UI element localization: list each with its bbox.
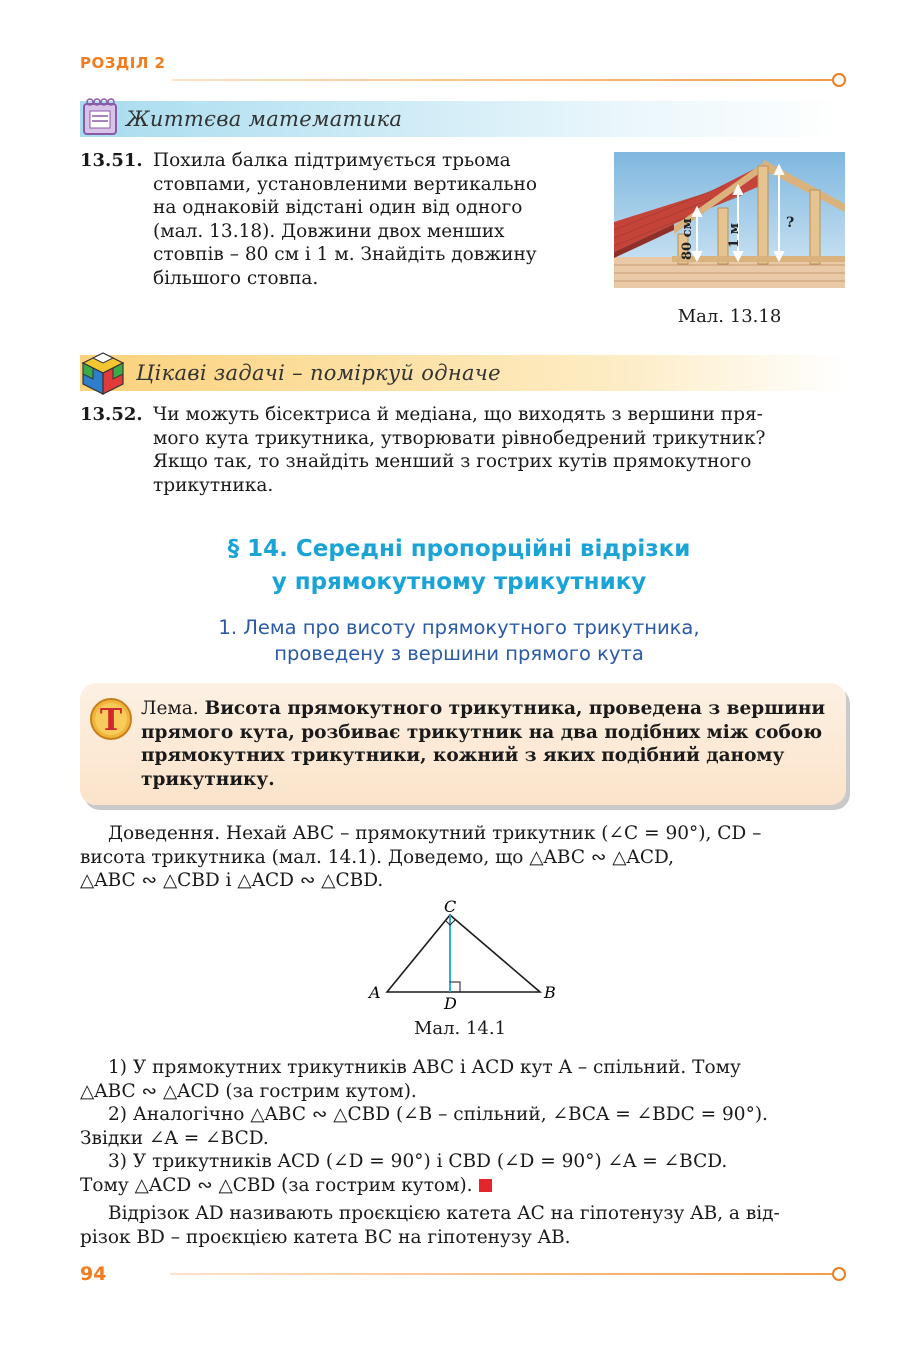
subsection-title — [0, 615, 918, 667]
paragraph-title-line: у прямокутному трикутнику — [271, 569, 647, 595]
text-line — [80, 1174, 845, 1198]
section-label: РОЗДІЛ 2 — [80, 54, 166, 72]
figure-14-1-caption: Мал. 14.1 — [413, 1018, 507, 1039]
page-number: 94 — [80, 1263, 107, 1285]
cube-icon — [80, 350, 126, 396]
triangle-figure — [360, 895, 560, 1017]
text-line: 2) Аналогічно △ABC ∾ △CBD (∠B – спільний, ∠BCA = ∠BDC = 90°). — [108, 1104, 768, 1125]
problem-13-51-number: 13.51. — [80, 150, 143, 171]
band-puzzles-title: Цікаві задачі – поміркуй одначе — [136, 361, 501, 385]
text-line: різок BD – проєкцією катета BC на гіпотенузу AB. — [80, 1226, 571, 1248]
lemma-statement-line: прямокутних трикутники, кожний з яких подібний даному — [141, 745, 785, 766]
text-line: Чи можуть бісектриса й медіана, що виходять з вершини пря- — [153, 404, 763, 425]
header-rule-end-icon — [832, 73, 846, 87]
proof-steps — [80, 1056, 845, 1197]
vertex-label-b: B — [544, 983, 556, 1002]
paragraph-title — [0, 533, 918, 599]
header-rule — [172, 79, 832, 81]
proof-intro — [80, 822, 845, 893]
text-line: на однаковій відстані один від одного — [153, 197, 523, 218]
paragraph-title-line: § 14. Середні пропорційні відрізки — [227, 536, 691, 562]
text-line: стовпами, установленими вертикально — [153, 173, 538, 195]
problem-13-51-text — [153, 149, 591, 290]
text-line: мого кута трикутника, утворювати рівнобедрений трикутник? — [153, 427, 766, 449]
text-line: △ABC ∾ △CBD і △ACD ∾ △CBD. — [80, 870, 384, 891]
footer-rule — [170, 1273, 832, 1275]
figure-13-18-caption: Мал. 13.18 — [677, 306, 782, 327]
text-line: Похила балка підтримується трьома — [153, 150, 511, 171]
text-line: трикутника. — [153, 474, 274, 496]
theorem-t-icon — [89, 697, 133, 741]
text-line: (мал. 13.18). Довжини двох менших — [153, 220, 505, 242]
label-question: ? — [786, 215, 795, 231]
definition-text — [80, 1202, 845, 1249]
text-line — [141, 768, 827, 792]
proof-last-line: Тому △ACD ∾ △CBD (за гострим кутом). — [80, 1174, 473, 1196]
label-80cm: 80 см — [680, 218, 695, 260]
end-of-proof-icon — [479, 1179, 492, 1192]
text-line: △ABC ∾ △ACD (за гострим кутом). — [80, 1080, 417, 1102]
svg-text:T: T — [99, 703, 123, 738]
text-line: Звідки ∠A = ∠BCD. — [80, 1127, 269, 1149]
text-line — [141, 721, 827, 745]
problem-13-52-text — [153, 403, 845, 497]
lemma-statement-line: Висота прямокутного трикутника, проведена з вершини — [204, 698, 826, 719]
text-line: більшого стовпа. — [153, 267, 319, 289]
text-line — [141, 744, 827, 768]
text-line: висота трикутника (мал. 14.1). Доведемо, що △ABC ∾ △ACD, — [80, 846, 675, 868]
roof-illustration — [614, 152, 845, 288]
subsection-title-line: 1. Лема про висоту прямокутного трикутника, — [218, 616, 700, 639]
lemma-statement-line: прямого кута, розбиває трикутник на два подібних між собою — [141, 721, 823, 743]
text-line: Якщо так, то знайдіть менший з гострих кутів прямокутного — [153, 451, 752, 472]
text-line: 3) У трикутників ACD (∠D = 90°) і CBD (∠D = 90°) ∠A = ∠BCD. — [108, 1151, 728, 1172]
band-puzzles — [80, 355, 845, 391]
band-life-math — [80, 101, 845, 137]
vertex-label-a: A — [369, 983, 381, 1002]
text-line: Відрізок AD називають проєкцією катета AC на гіпотенузу AB, а від- — [108, 1203, 780, 1224]
lemma-label: Лема. — [141, 698, 199, 719]
text-line — [141, 697, 827, 721]
footer-rule-end-icon — [832, 1267, 846, 1281]
band-life-math-title: Життєва математика — [126, 107, 403, 131]
vertex-label-d: D — [444, 994, 457, 1013]
lemma-text — [141, 697, 827, 791]
vertex-label-c: C — [444, 897, 457, 916]
subsection-title-line: проведену з вершини прямого кута — [274, 642, 644, 665]
text-line: Доведення. Нехай ABC – прямокутний трикутник (∠C = 90°), CD – — [108, 823, 762, 844]
label-1m: 1 м — [727, 223, 742, 248]
text-line: стовпів – 80 см і 1 м. Знайдіть довжину — [153, 244, 537, 265]
lemma-statement-line: трикутнику. — [141, 768, 275, 790]
text-line: 1) У прямокутних трикутників ABC і ACD кут A – спільний. Тому — [108, 1057, 741, 1078]
notepad-icon — [80, 96, 120, 138]
problem-13-52-number: 13.52. — [80, 404, 143, 425]
